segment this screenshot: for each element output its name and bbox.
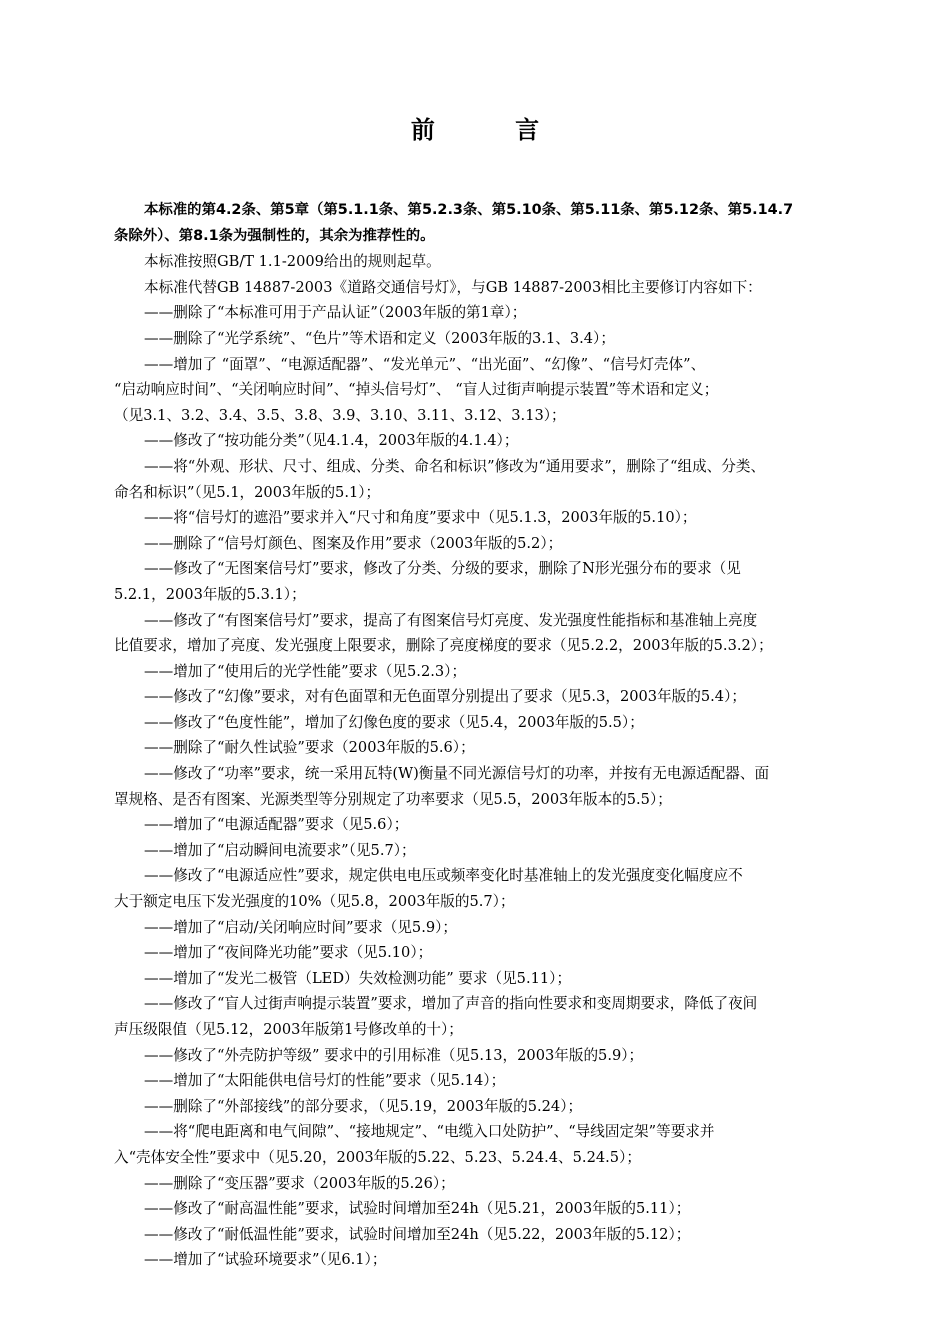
text-line: ——修改了“幻像”要求，对有色面罩和无色面罩分别提出了要求（见5.3，2003年版的5.4）； <box>144 688 746 706</box>
text-line: ——删除了“外部接线”的部分要求，（见5.19，2003年版的5.24）； <box>144 1097 583 1115</box>
text-line: ——修改了“无图案信号灯”要求，修改了分类、分级的要求，删除了N形光强分布的要求（见 <box>144 560 741 578</box>
text-line: ——修改了“耐低温性能”要求，试验时间增加至24h（见5.22，2003年版的5.12）； <box>144 1225 691 1243</box>
text-line: ——删除了“耐久性试验”要求（2003年版的5.6）； <box>144 739 475 757</box>
text-line: ——增加了“启动/关闭响应时间”要求（见5.9）； <box>144 918 458 936</box>
text-line: ——增加了“使用后的光学性能”要求（见5.2.3）； <box>144 662 467 680</box>
text-line: 5.2.1，2003年版的5.3.1）； <box>114 585 306 603</box>
mandatory-clause-line: 本标准的第4.2条、第5章（第5.1.1条、第5.2.3条、第5.10条、第5.11条、第5.12条、第5.14.7 <box>144 202 794 218</box>
text-line: ——修改了“色度性能”，增加了幻像色度的要求（见5.4，2003年版的5.5）； <box>144 713 644 731</box>
text-line: ——删除了“本标准可用于产品认证”（2003年版的第1章）； <box>144 304 527 322</box>
text-line: ——将“爬电距离和电气间隙”、“接地规定”、“电缆入口处防护”、“导线固定架”等要求并 <box>144 1123 715 1141</box>
text-line: 大于额定电压下发光强度的10%（见5.8，2003年版的5.7）； <box>114 893 515 911</box>
text-line: ——增加了“夜间降光功能”要求（见5.10）； <box>144 944 433 962</box>
text-line: 入“壳体安全性”要求中（见5.20，2003年版的5.22、5.23、5.24.4、5.24.5）； <box>114 1148 641 1166</box>
text-line: （见3.1、3.2、3.4、3.5、3.8、3.9、3.10、3.11、3.12、3.13）； <box>114 406 566 424</box>
text-line: ——修改了“按功能分类”（见4.1.4，2003年版的4.1.4）； <box>144 432 519 450</box>
text-line: ——将“信号灯的遮沿”要求并入“尺寸和角度”要求中（见5.1.3，2003年版的5.10）； <box>144 509 697 527</box>
text-line: “启动响应时间”、“关闭响应时间”、“掉头信号灯”、 “盲人过街声响提示装置”等术语和定义； <box>114 381 719 399</box>
text-line: 比值要求，增加了亮度、发光强度上限要求，删除了亮度梯度的要求（见5.2.2，2003年版的5.3.2）； <box>114 637 773 655</box>
text-line: 命名和标识”（见5.1，2003年版的5.1）； <box>114 483 381 501</box>
text-line: ——增加了“太阳能供电信号灯的性能”要求（见5.14）； <box>144 1072 506 1090</box>
text-line: ——将“外观、形状、尺寸、组成、分类、命名和标识”修改为“通用要求”，删除了“组成、分类、 <box>144 457 766 475</box>
text-line: ——增加了“电源适配器”要求（见5.6）； <box>144 816 409 834</box>
text-line: 本标准按照GB/T 1.1-2009给出的规则起草。 <box>144 253 441 271</box>
document-body <box>114 198 862 1273</box>
text-line: ——增加了“试验环境要求”（见6.1）； <box>144 1251 387 1269</box>
text-line: ——增加了 “面罩”、“电源适配器”、“发光单元”、“出光面”、“幻像”、“信号灯壳体”、 <box>144 355 706 373</box>
text-line: 本标准代替GB 14887-2003《道路交通信号灯》，与GB 14887-2003相比主要修订内容如下： <box>144 278 762 296</box>
page-title: 前 言 <box>410 116 576 144</box>
text-line: ——修改了“外壳防护等级” 要求中的引用标准（见5.13，2003年版的5.9）； <box>144 1046 644 1064</box>
text-line: ——删除了“变压器”要求（2003年版的5.26）； <box>144 1174 455 1192</box>
text-line: ——增加了“发光二极管（LED）失效检测功能” 要求（见5.11）； <box>144 969 572 987</box>
mandatory-clause-line: 条除外）、第8.1条为强制性的，其余为推荐性的。 <box>114 227 435 244</box>
text-line: ——增加了“启动瞬间电流要求”（见5.7）； <box>144 841 416 859</box>
text-line: ——删除了“信号灯颜色、图案及作用”要求（2003年版的5.2）； <box>144 534 563 552</box>
text-line: 罩规格、是否有图案、光源类型等分别规定了功率要求（见5.5，2003年版本的5.5）； <box>114 790 672 808</box>
text-line: ——修改了“功率”要求，统一采用瓦特(W)衡量不同光源信号灯的功率，并按有无电源适配器、面 <box>144 765 770 783</box>
text-line: 声压级限值（见5.12，2003年版第1号修改单的十）； <box>114 1021 463 1038</box>
text-line: ——删除了“光学系统”、“色片”等术语和定义（2003年版的3.1、3.4）； <box>144 329 615 347</box>
text-line: ——修改了“有图案信号灯”要求，提高了有图案信号灯亮度、发光强度性能指标和基准轴上亮度 <box>144 611 758 629</box>
text-line: ——修改了“耐高温性能”要求，试验时间增加至24h（见5.21，2003年版的5.11）； <box>144 1200 691 1218</box>
text-line: ——修改了“盲人过街声响提示装置”要求，增加了声音的指向性要求和变周期要求，降低了夜间 <box>144 995 758 1013</box>
text-line: ——修改了“电源适应性”要求，规定供电电压或频率变化时基准轴上的发光强度变化幅度应不 <box>144 867 743 885</box>
